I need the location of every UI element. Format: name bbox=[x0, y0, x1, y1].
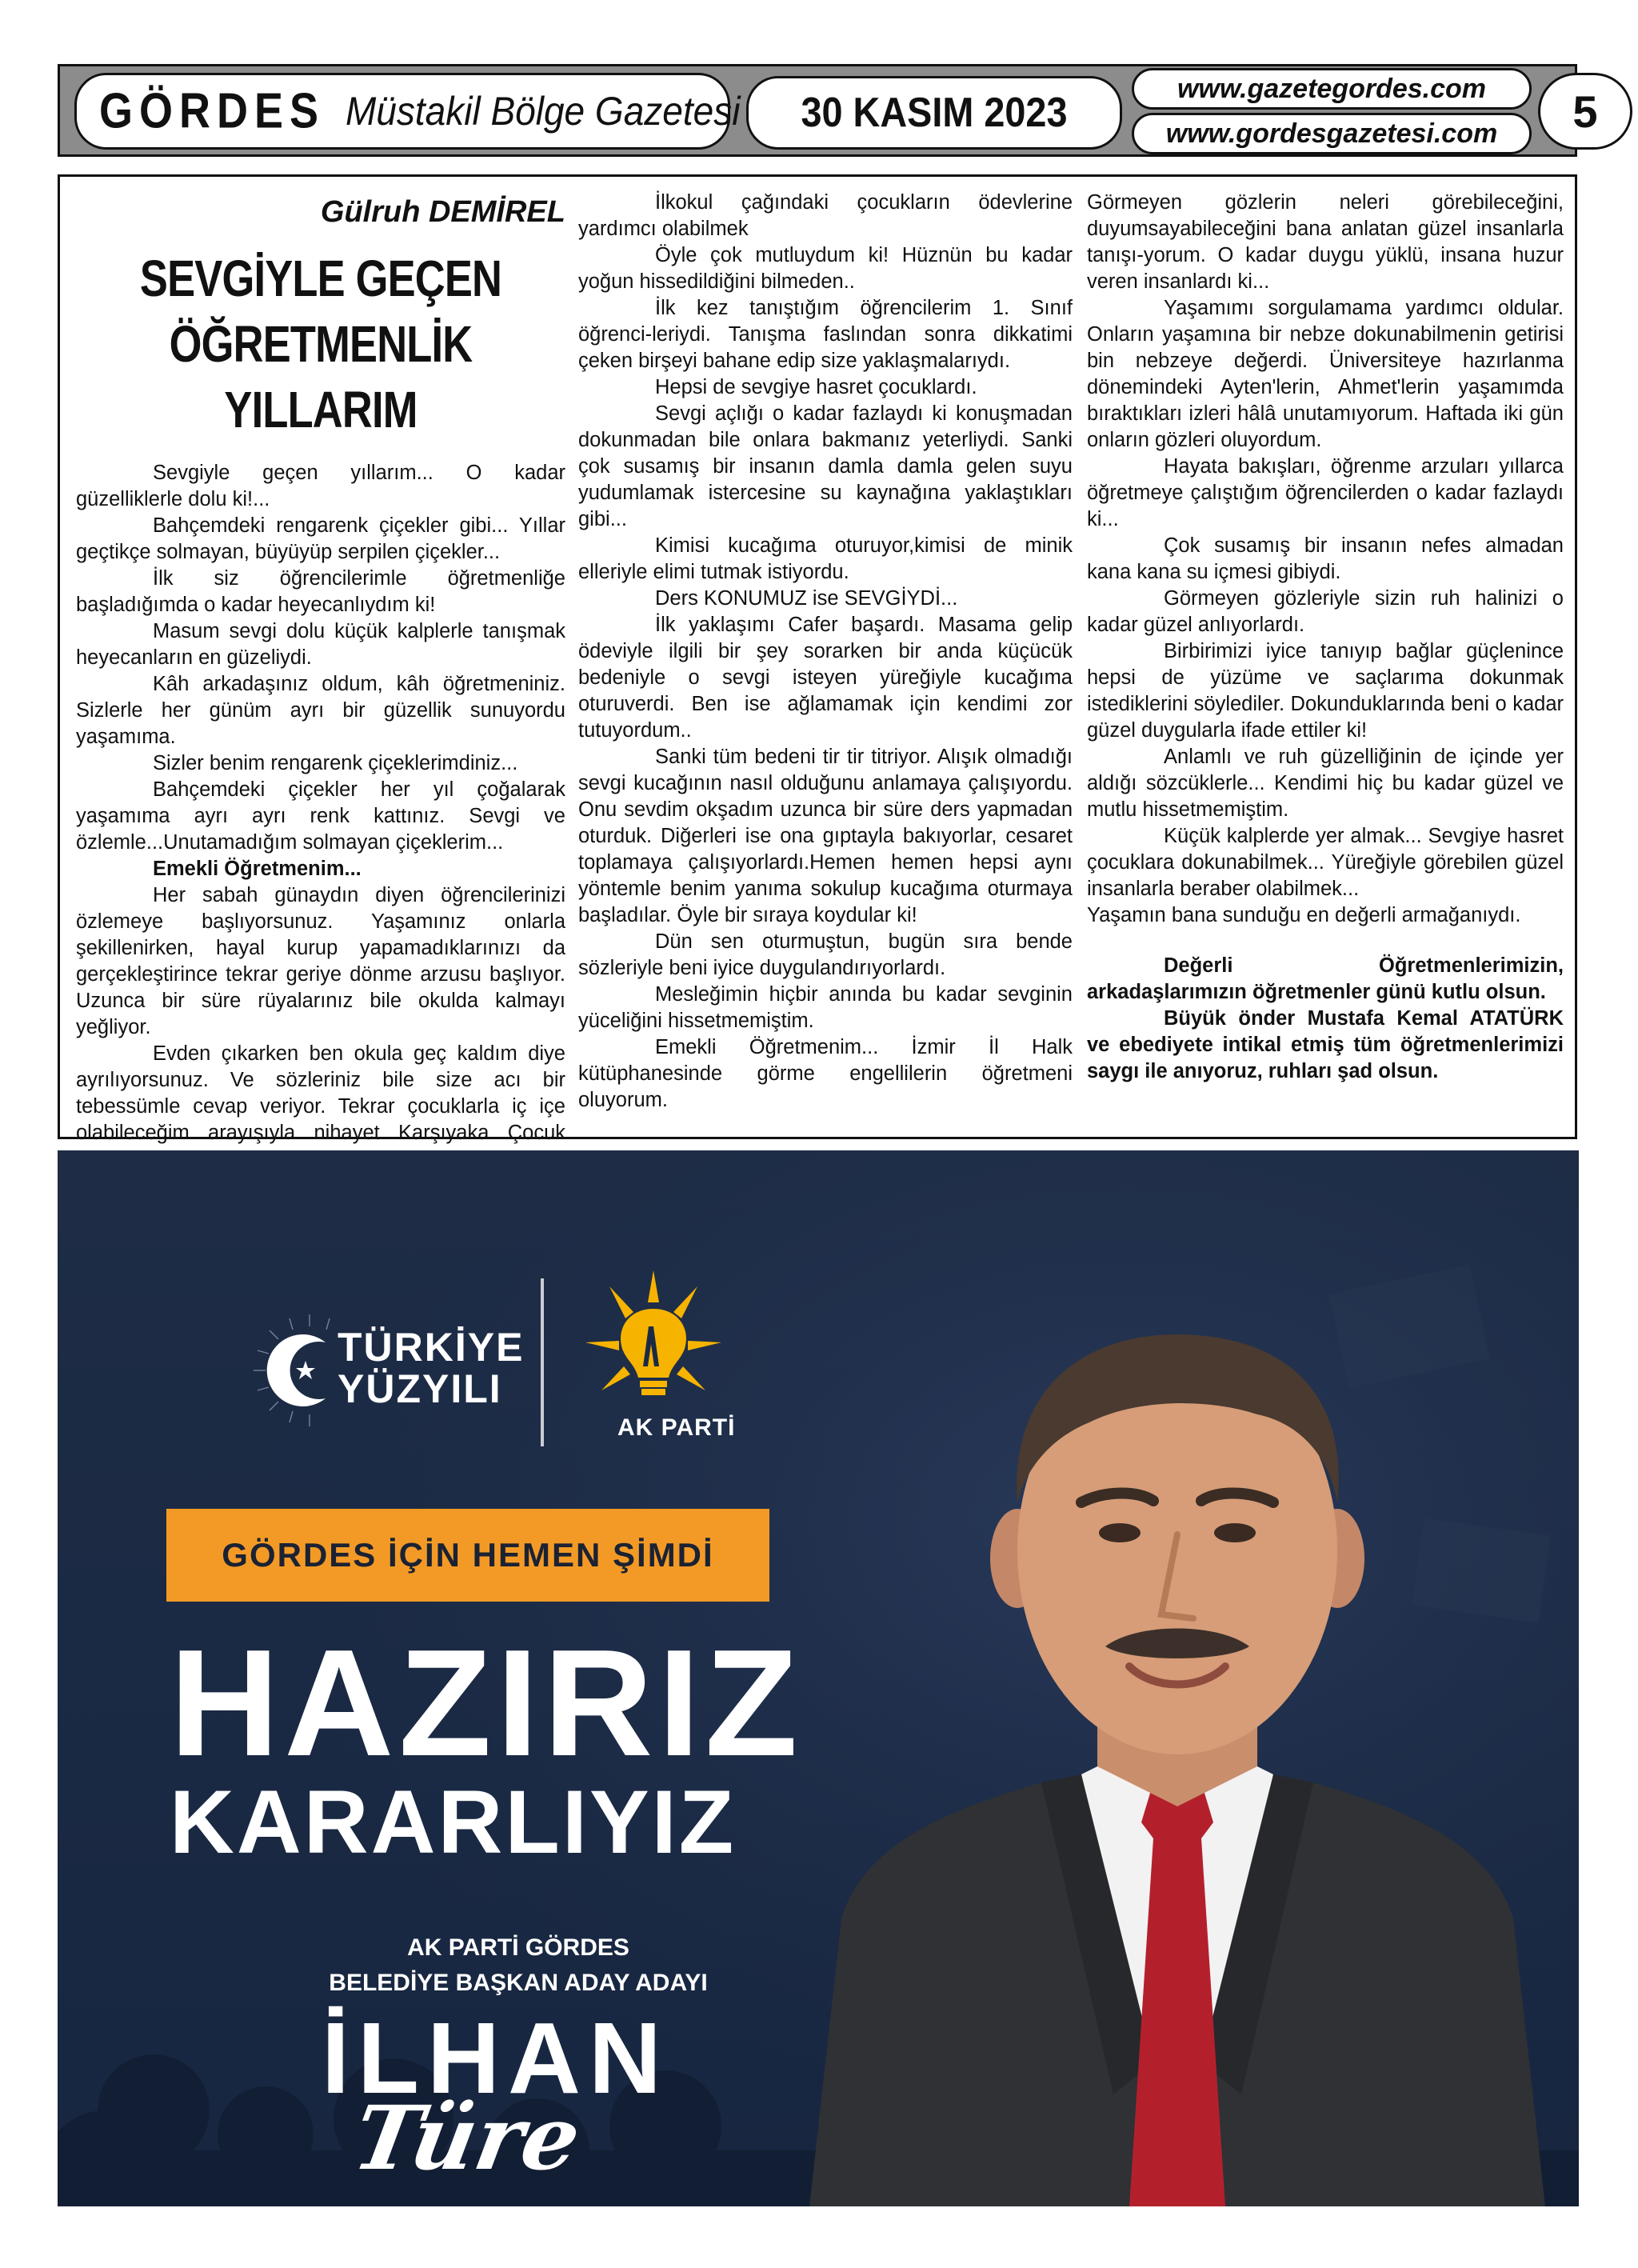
title-pill bbox=[74, 73, 741, 150]
paragraph: Masum sevgi dolu küçük kalplerle tanışmak heyecanların en güzeliydi. bbox=[76, 620, 565, 669]
paragraph: Dün sen oturmuştun, bugün sıra bende sözleriyle beni iyice duygulandırıyorlardı. bbox=[578, 930, 1073, 979]
candidate-party-line: AK PARTİ GÖRDES bbox=[407, 1934, 629, 1961]
headline-line-1: SEVGİYLE GEÇEN bbox=[139, 250, 502, 307]
newspaper-brand: GÖRDES bbox=[99, 83, 326, 139]
page-number-pill bbox=[1538, 73, 1632, 150]
paragraph: Evden çıkarken ben okula geç kaldım diye ayrılıyorsunuz. Ve sözleriniz bile size acı bir tebessümle cevap veriyor. Tekrar çocuklarla iç içe olabileceğim arayışıyla nihayet Karşıyaka Çocuk bbox=[76, 1042, 565, 1144]
slogan-headline-2: KARARLIYIZ bbox=[170, 1772, 737, 1872]
closing-greeting: Değerli Öğretmenlerimizin, arkadaşlarımızın öğretmenler günü kutlu olsun. bbox=[1087, 954, 1564, 1003]
paragraph: Sevgi açlığı o kadar fazlaydı ki konuşmadan dokunmadan bile onlara bakmanız yeterliydi. Sanki çok susamış bir insanın damla damla gelen suyu yudumlamak istercesine su kaynağına yaklaştıkları gibi... bbox=[578, 402, 1073, 530]
paragraph: Görmeyen gözlerin neleri görebileceğini, duyumsayabileceğini bana anlatan güzel insanlarla tanışı-yorum. O kadar duygu yüklü, insana huzur veren insanlardı ki... bbox=[1087, 191, 1564, 293]
paragraph: Anlamlı ve ruh güzelliğinin de içinde yer aldığı sözcüklerle... Kendimi hiç bu kadar güzel ve mutlu hissetmemiştim. bbox=[1087, 746, 1564, 821]
paragraph: Emekli Öğretmenim... İzmir İl Halk kütüphanesinde görme engellilerin öğretmeni oluyorum. bbox=[578, 1036, 1073, 1111]
article-column-3 bbox=[1087, 190, 1564, 1085]
paragraph: Ders KONUMUZ ise SEVGİYDİ... bbox=[655, 587, 958, 610]
url-pill-2 bbox=[1132, 113, 1532, 154]
paragraph: Hayata bakışları, öğrenme arzuları yıllarca öğretmeye çalıştığım öğrencilerden o kadar fazlaydı ki... bbox=[1087, 455, 1564, 530]
portrait-photo bbox=[777, 1262, 1577, 2206]
page-number: 5 bbox=[1572, 86, 1598, 137]
paragraph: Birbirimizi iyice tanıyıp bağlar güçlenince hepsi de yüzüme ve saçlarıma dokunmak istediklerini söylediler. Dokunduklarında beni o kadar güzel duygularla ifade ettiler ki! bbox=[1087, 640, 1564, 742]
article-column-2 bbox=[578, 190, 1073, 1114]
date-pill bbox=[746, 76, 1122, 150]
headline-line-2: ÖĞRETMENLİK YILLARIM bbox=[169, 315, 473, 438]
paragraph: Bahçemdeki çiçekler her yıl çoğalarak yaşamıma ayrı ayrı renk kattınız. Sevgi ve özlemle...Unutamadığım solmayan çiçeklerim... bbox=[76, 778, 565, 854]
paragraph: Çok susamış bir insanın nefes almadan kana kana su içmesi gibiydi. bbox=[1087, 534, 1564, 583]
paragraph: Sevgiyle geçen yıllarım... O kadar güzelliklerle dolu ki!... bbox=[76, 462, 565, 510]
logo-line-2: YÜZYILI bbox=[338, 1366, 502, 1411]
subheading: Emekli Öğretmenim... bbox=[153, 858, 362, 880]
paragraph: Kimisi kucağıma oturuyor,kimisi de minik elleriyle elimi tutmak istiyordu. bbox=[578, 534, 1073, 583]
turkiye-yuzyili-logo-text bbox=[338, 1326, 524, 1410]
paragraph: Hepsi de sevgiye hasret çocuklardı. bbox=[655, 376, 977, 398]
paragraph: İlk siz öğrencilerimle öğretmenliğe başladığımda o kadar heyecanlıydım ki! bbox=[76, 567, 565, 616]
paragraph: Sizler benim rengarenk çiçeklerimdiniz... bbox=[153, 752, 518, 774]
paragraph: Bahçemdeki rengarenk çiçekler gibi... Yıllar geçtikçe solmayan, büyüyüp serpilen çiçekler... bbox=[76, 514, 565, 563]
campaign-advertisement bbox=[58, 1150, 1579, 2206]
issue-date: 30 KASIM 2023 bbox=[801, 90, 1068, 136]
candidate-last-name: Türe bbox=[346, 2086, 589, 2190]
logo-divider bbox=[541, 1278, 544, 1446]
paragraph: Kâh arkadaşınız oldum, kâh öğretmeniniz. Sizlerle her günüm ayrı bir güzellik sunuyordu yaşamıma. bbox=[76, 673, 565, 748]
paragraph: Öyle çok mutluydum ki! Hüznün bu kadar yoğun hissedildiğini bilmeden.. bbox=[578, 244, 1073, 293]
article-author: Gülruh DEMİREL bbox=[320, 195, 565, 229]
paragraph: Her sabah günaydın diyen öğrencilerinizi özlemeye başlıyorsunuz. Yaşamınız onlarla şekillenirken, hayal kurup yapamadıklarınızı da gerçekleştirince tekrar geriye dönme arzusu başlıyor. Uzunca bir süre rüyalarınız bile okulda kalmayı yeğliyor. bbox=[76, 884, 565, 1038]
paragraph: İlk kez tanıştığım öğrencilerim 1. Sınıf öğrenci-leriydi. Tanışma faslından sonra dikkatimi çeken birşeyi bahane edip size yaklaşmalarıydı. bbox=[578, 297, 1073, 372]
paragraph: Görmeyen gözleriyle sizin ruh halinizi o kadar güzel anlıyorlardı. bbox=[1087, 587, 1564, 636]
logo-line-1: TÜRKİYE bbox=[338, 1325, 525, 1370]
closing-tribute: Büyük önder Mustafa Kemal ATATÜRK ve ebediyete intikal etmiş tüm öğretmenlerimizi saygı ile anıyoruz, ruhları şad olsun. bbox=[1087, 1007, 1564, 1082]
candidate-first-name: İLHAN bbox=[322, 2002, 669, 2114]
website-link-2[interactable]: www.gordesgazetesi.com bbox=[1165, 118, 1498, 149]
paragraph: Küçük kalplerde yer almak... Sevgiye hasret çocuklara dokunabilmek... Yüreğiyle görebilen güzel insanlarla beraber olabilmek... bbox=[1087, 825, 1564, 900]
masthead bbox=[58, 64, 1598, 157]
website-link-1[interactable]: www.gazetegordes.com bbox=[1177, 73, 1487, 104]
slogan-headline-1: HAZIRIZ bbox=[170, 1618, 803, 1788]
article-box bbox=[58, 174, 1577, 1144]
newspaper-subtitle: Müstakil Bölge Gazetesi bbox=[346, 89, 741, 134]
ak-parti-logo-text: AK PARTİ bbox=[617, 1414, 736, 1441]
slogan-banner: GÖRDES İÇİN HEMEN ŞİMDİ bbox=[166, 1509, 769, 1602]
paragraph: İlk yaklaşımı Cafer başardı. Masama gelip ödeviyle ilgili bir şey sorarken bir anda küçücük bedeniyle o sevgi isteyen yüreğiyle kucağıma oturuverdi. Ben ise ağlamamak için kendimi zor tutuyordum.. bbox=[578, 614, 1073, 742]
paragraph: Yaşamın bana sunduğu en değerli armağanıydı. bbox=[1087, 904, 1521, 926]
paragraph: İlkokul çağındaki çocukların ödevlerine yardımcı olabilmek bbox=[578, 191, 1073, 240]
paragraph: Mesleğimin hiçbir anında bu kadar sevginin yüceliğini hissetmemiştim. bbox=[578, 983, 1073, 1032]
article-column-1 bbox=[76, 190, 565, 1173]
paragraph: Yaşamımı sorgulamama yardımcı oldular. Onların yaşamına bir nebze dokunabilmenin getirisi bin nebzeye değerdi. Üniversiteye hazırlanma dönemindeki Ayten'lerin, Ahmet'lerin yaşamımda bıraktıkları izleri hâlâ unutamıyorum. Haftada iki gün onların gözleri oluyordum. bbox=[1087, 297, 1564, 451]
candidate-role-line: BELEDİYE BAŞKAN ADAY ADAYI bbox=[329, 1970, 708, 1996]
lightbulb-icon bbox=[585, 1270, 721, 1406]
article-headline bbox=[81, 246, 561, 442]
spacer bbox=[1087, 929, 1564, 953]
paragraph: Sanki tüm bedeni tir tir titriyor. Alışık olmadığı sevgi kucağının nasıl olduğunu anlamaya çalışıyordu. Onu sevdim okşadım uzunca bir süre ders yapmadan oturduk. Diğerleri ise ona gıptayla bakıyorlar, cesaret toplamaya çalışıyorlardı.Hemen hemen hepsi aynı yöntemle benim yanıma sokulup kucağıma oturmaya başladılar. Öyle bir sıraya koydular ki! bbox=[578, 746, 1073, 926]
url-pill-1 bbox=[1132, 68, 1532, 110]
